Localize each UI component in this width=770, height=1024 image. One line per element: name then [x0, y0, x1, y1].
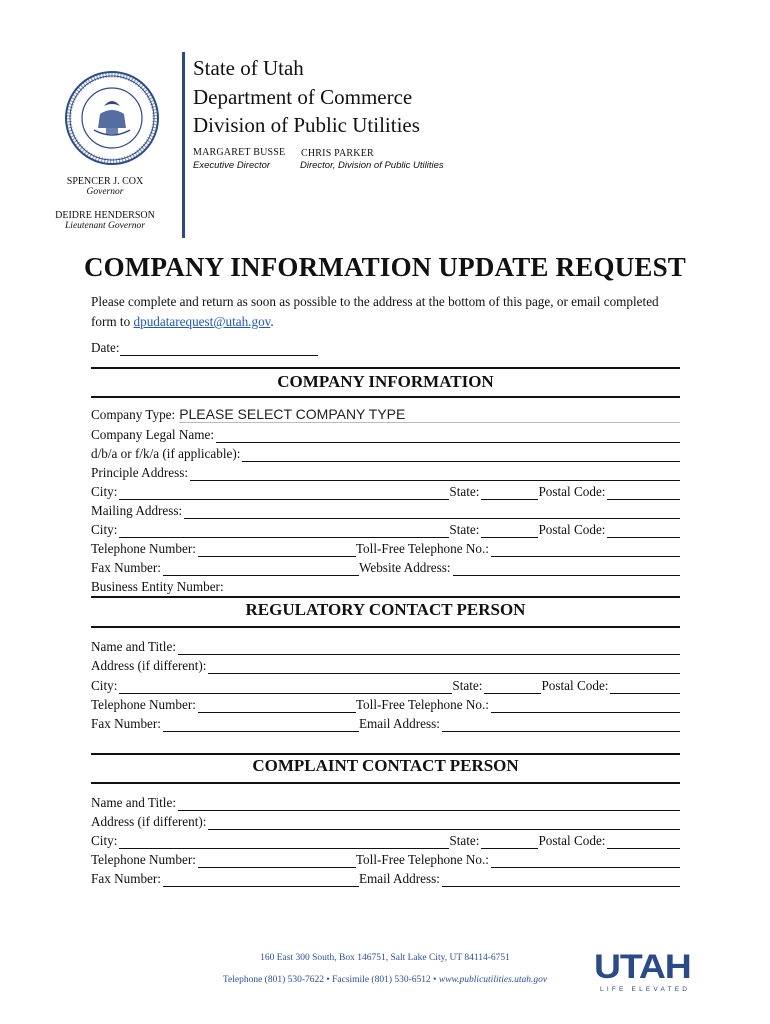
- reg-phone-row: [91, 694, 680, 713]
- telephone-field[interactable]: [198, 854, 356, 868]
- city-field[interactable]: [119, 680, 452, 694]
- city-label: City:: [91, 522, 118, 537]
- dba-row: [91, 443, 680, 462]
- intro-text: Please complete and return as soon as possible to the address at the bottom of this page, or email completed form to: [91, 294, 659, 329]
- lt-governor-name: DEIDRE HENDERSON: [55, 210, 155, 221]
- governor-name: SPENCER J. COX: [66, 176, 144, 187]
- governor-block: [40, 176, 170, 197]
- footer-phone-fax: Telephone (801) 530-7622 • Facsimile (801) 530-6512 •: [222, 975, 439, 985]
- state-field[interactable]: [481, 486, 538, 500]
- date-row: [91, 340, 318, 356]
- section-rule: [91, 753, 680, 755]
- tollfree-field[interactable]: [491, 854, 680, 868]
- reg-fax-row: [91, 713, 680, 732]
- entity-label: Business Entity Number:: [91, 579, 224, 594]
- document-title: COMPANY INFORMATION UPDATE REQUEST: [83, 252, 687, 282]
- state-field[interactable]: [481, 835, 538, 849]
- state-label: State:: [449, 833, 480, 848]
- reg-address-row: [91, 655, 680, 674]
- email-label: Email Address:: [358, 871, 440, 886]
- address-label: Address (if different):: [91, 814, 207, 829]
- email-field[interactable]: [442, 873, 680, 887]
- company-city-row: [91, 481, 680, 500]
- postal-field[interactable]: [607, 524, 680, 538]
- fax-field[interactable]: [163, 873, 359, 887]
- legal-name-row: [91, 424, 680, 443]
- section-rule: [91, 396, 680, 398]
- tollfree-label: Toll-Free Telephone No.:: [355, 697, 489, 712]
- intro-paragraph: [91, 292, 681, 332]
- company-type-label: Company Type:: [91, 407, 176, 422]
- comp-city-row: [91, 830, 680, 849]
- department-name: Department of Commerce: [193, 85, 413, 109]
- name-title-field[interactable]: [178, 797, 680, 811]
- dba-field[interactable]: [242, 448, 680, 462]
- company-type-select[interactable]: PLEASE SELECT COMPANY TYPE: [179, 406, 680, 423]
- principle-address-label: Principle Address:: [91, 465, 189, 480]
- company-section-title: COMPANY INFORMATION: [277, 372, 494, 391]
- comp-name-row: [91, 792, 680, 811]
- fax-field[interactable]: [163, 562, 359, 576]
- telephone-label: Telephone Number:: [91, 697, 196, 712]
- postal-field[interactable]: [610, 680, 680, 694]
- lt-governor-title: Lieutenant Governor: [65, 221, 145, 231]
- email-link[interactable]: dpudatarequest@utah.gov: [133, 314, 271, 329]
- exec-director-name: MARGARET BUSSE: [193, 147, 286, 158]
- postal-label: Postal Code:: [538, 522, 606, 537]
- entity-row: [91, 576, 680, 595]
- fax-label: Fax Number:: [91, 871, 161, 886]
- exec-director-title: Executive Director: [193, 160, 271, 171]
- telephone-label: Telephone Number:: [91, 852, 196, 867]
- comp-fax-row: [91, 868, 680, 887]
- header-divider-bar: [182, 52, 185, 238]
- principle-address-field[interactable]: [190, 467, 680, 481]
- date-field[interactable]: [120, 341, 318, 356]
- comp-phone-row: [91, 849, 680, 868]
- mailing-address-label: Mailing Address:: [91, 503, 183, 518]
- address-label: Address (if different):: [91, 658, 207, 673]
- principle-address-row: [91, 462, 680, 481]
- governor-title: Governor: [86, 187, 124, 197]
- city-field[interactable]: [119, 524, 449, 538]
- tollfree-label: Toll-Free Telephone No.:: [355, 541, 489, 556]
- postal-field[interactable]: [607, 486, 680, 500]
- section-rule: [91, 596, 680, 598]
- legal-name-field[interactable]: [216, 429, 680, 443]
- division-director-title: Director, Division of Public Utilities: [300, 160, 444, 171]
- section-rule: [91, 626, 680, 628]
- division-name: Division of Public Utilities: [193, 113, 420, 137]
- utah-logo-tagline: LIFE ELEVATED: [600, 986, 691, 993]
- comp-address-row: [91, 811, 680, 830]
- telephone-label: Telephone Number:: [91, 541, 196, 556]
- postal-label: Postal Code:: [538, 833, 606, 848]
- telephone-field[interactable]: [198, 543, 356, 557]
- state-label: State:: [449, 522, 480, 537]
- telephone-field[interactable]: [198, 699, 356, 713]
- fax-field[interactable]: [163, 718, 359, 732]
- email-field[interactable]: [442, 718, 680, 732]
- utah-logo: [594, 950, 704, 996]
- reg-city-row: [91, 675, 680, 694]
- postal-label: Postal Code:: [541, 678, 609, 693]
- date-label: Date:: [91, 340, 120, 355]
- name-title-field[interactable]: [178, 641, 680, 655]
- state-field[interactable]: [481, 524, 538, 538]
- address-field[interactable]: [208, 816, 680, 830]
- postal-field[interactable]: [607, 835, 680, 849]
- website-field[interactable]: [453, 562, 680, 576]
- section-rule: [91, 782, 680, 784]
- city-label: City:: [91, 678, 118, 693]
- address-field[interactable]: [208, 660, 680, 674]
- website-label: Website Address:: [358, 560, 451, 575]
- state-field[interactable]: [484, 680, 541, 694]
- state-label: State:: [452, 678, 483, 693]
- tollfree-field[interactable]: [491, 699, 680, 713]
- legal-name-label: Company Legal Name:: [91, 427, 215, 442]
- tollfree-field[interactable]: [491, 543, 680, 557]
- footer-address: 160 East 300 South, Box 146751, Salt Lake City, UT 84114-6751: [260, 953, 510, 963]
- mailing-address-field[interactable]: [184, 505, 680, 519]
- company-type-row: [91, 404, 680, 423]
- intro-period: .: [270, 314, 274, 329]
- footer-website-link[interactable]: www.publicutilities.utah.gov: [438, 975, 548, 985]
- email-label: Email Address:: [358, 716, 440, 731]
- complaint-section-title: COMPLAINT CONTACT PERSON: [252, 756, 519, 775]
- fax-label: Fax Number:: [91, 716, 161, 731]
- state-label: State:: [449, 484, 480, 499]
- name-title-label: Name and Title:: [91, 795, 176, 810]
- company-fax-row: [91, 557, 680, 576]
- city-label: City:: [91, 833, 118, 848]
- mailing-city-row: [91, 519, 680, 538]
- division-director-name: CHRIS PARKER: [301, 148, 374, 159]
- utah-logo-word: UTAH: [594, 948, 691, 986]
- postal-label: Postal Code:: [538, 484, 606, 499]
- section-rule: [91, 367, 680, 369]
- state-name: State of Utah: [193, 56, 304, 80]
- lt-governor-block: [40, 210, 170, 231]
- city-field[interactable]: [119, 835, 449, 849]
- regulatory-section-title: REGULATORY CONTACT PERSON: [245, 600, 526, 619]
- state-seal-icon: [64, 70, 160, 166]
- mailing-address-row: [91, 500, 680, 519]
- fax-label: Fax Number:: [91, 560, 161, 575]
- city-label: City:: [91, 484, 118, 499]
- name-title-label: Name and Title:: [91, 639, 176, 654]
- city-field[interactable]: [119, 486, 449, 500]
- reg-name-row: [91, 636, 680, 655]
- company-phone-row: [91, 538, 680, 557]
- tollfree-label: Toll-Free Telephone No.:: [355, 852, 489, 867]
- dba-label: d/b/a or f/k/a (if applicable):: [91, 446, 241, 461]
